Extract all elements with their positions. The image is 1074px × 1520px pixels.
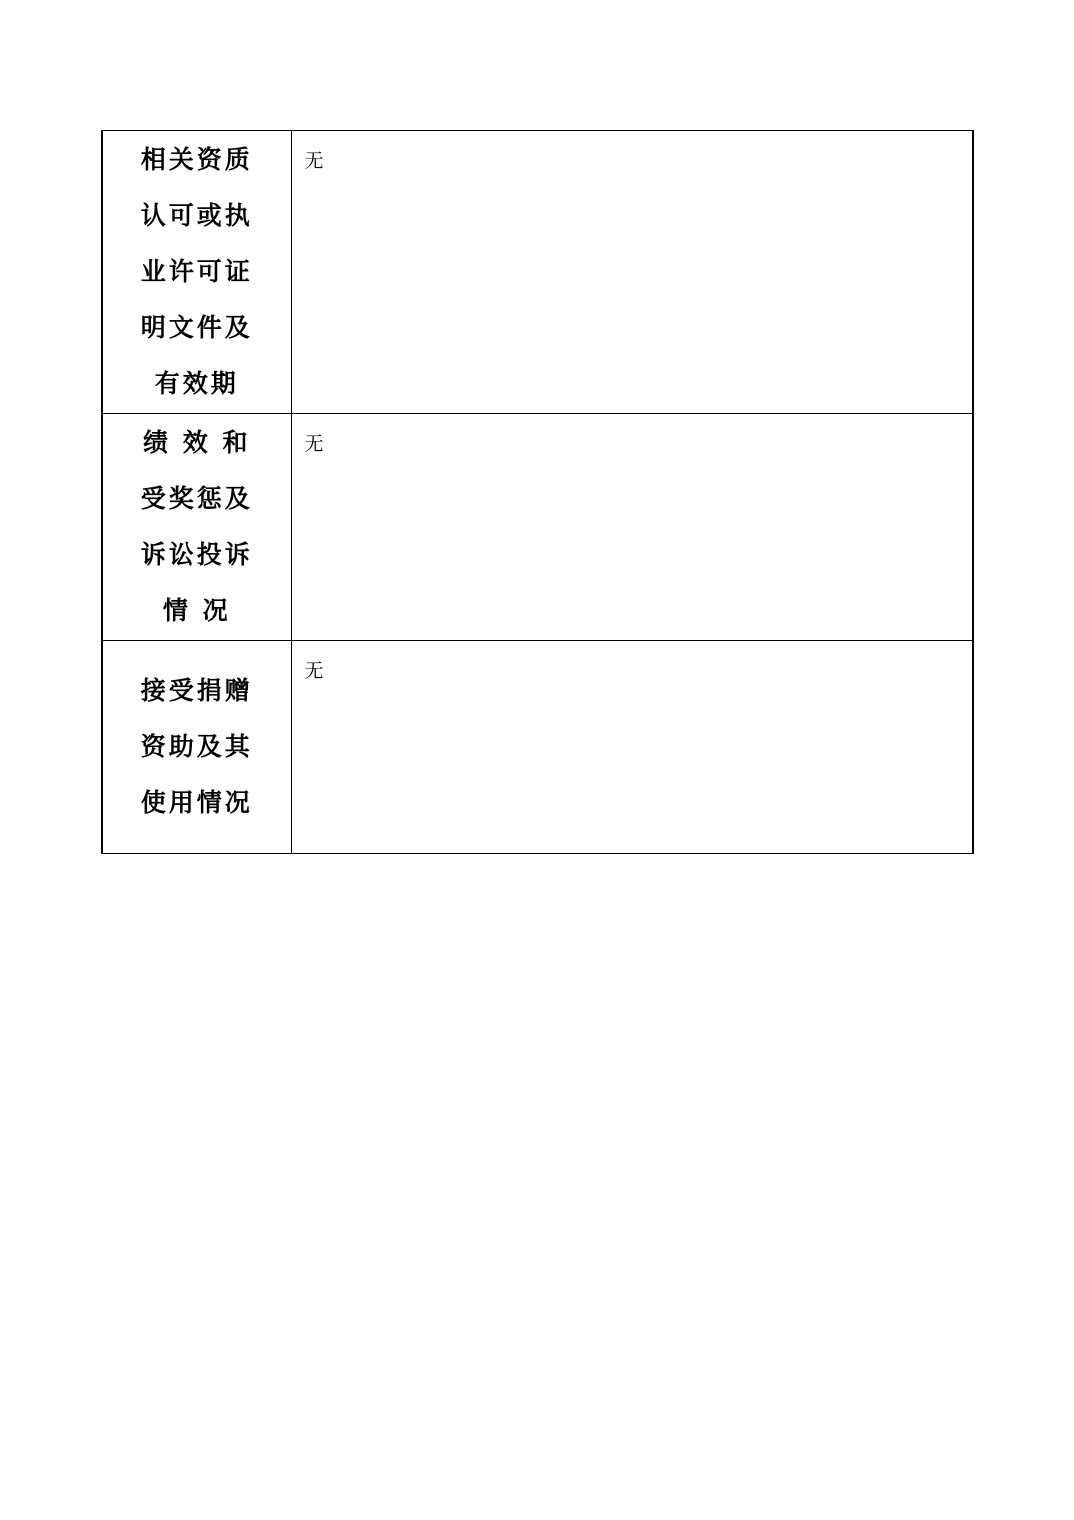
row-value-donations xyxy=(291,641,973,854)
row-label-qualifications xyxy=(102,131,291,414)
label-line: 接受捐赠 xyxy=(140,676,253,705)
value-text: 无 xyxy=(304,660,324,682)
info-table xyxy=(101,130,974,854)
label-line: 认可或执 xyxy=(140,201,253,230)
value-text: 无 xyxy=(304,433,324,455)
table-row-qualifications xyxy=(102,131,973,414)
row-value-qualifications xyxy=(291,131,973,414)
label-line: 受奖惩及 xyxy=(140,484,253,513)
row-label-performance xyxy=(102,414,291,641)
label-line: 有效期 xyxy=(154,369,239,398)
table-row-donations xyxy=(102,641,973,854)
label-line: 使用情况 xyxy=(140,788,253,817)
label-line: 绩 效 和 xyxy=(143,428,251,457)
row-value-performance xyxy=(291,414,973,641)
label-line: 情 况 xyxy=(162,596,231,625)
label-line: 诉讼投诉 xyxy=(140,540,253,569)
label-line: 资助及其 xyxy=(140,732,253,761)
value-text: 无 xyxy=(304,150,324,172)
table-row-performance xyxy=(102,414,973,641)
label-line: 业许可证 xyxy=(140,257,253,286)
row-label-donations xyxy=(102,641,291,854)
label-line: 相关资质 xyxy=(140,145,253,174)
label-line: 明文件及 xyxy=(140,313,253,342)
